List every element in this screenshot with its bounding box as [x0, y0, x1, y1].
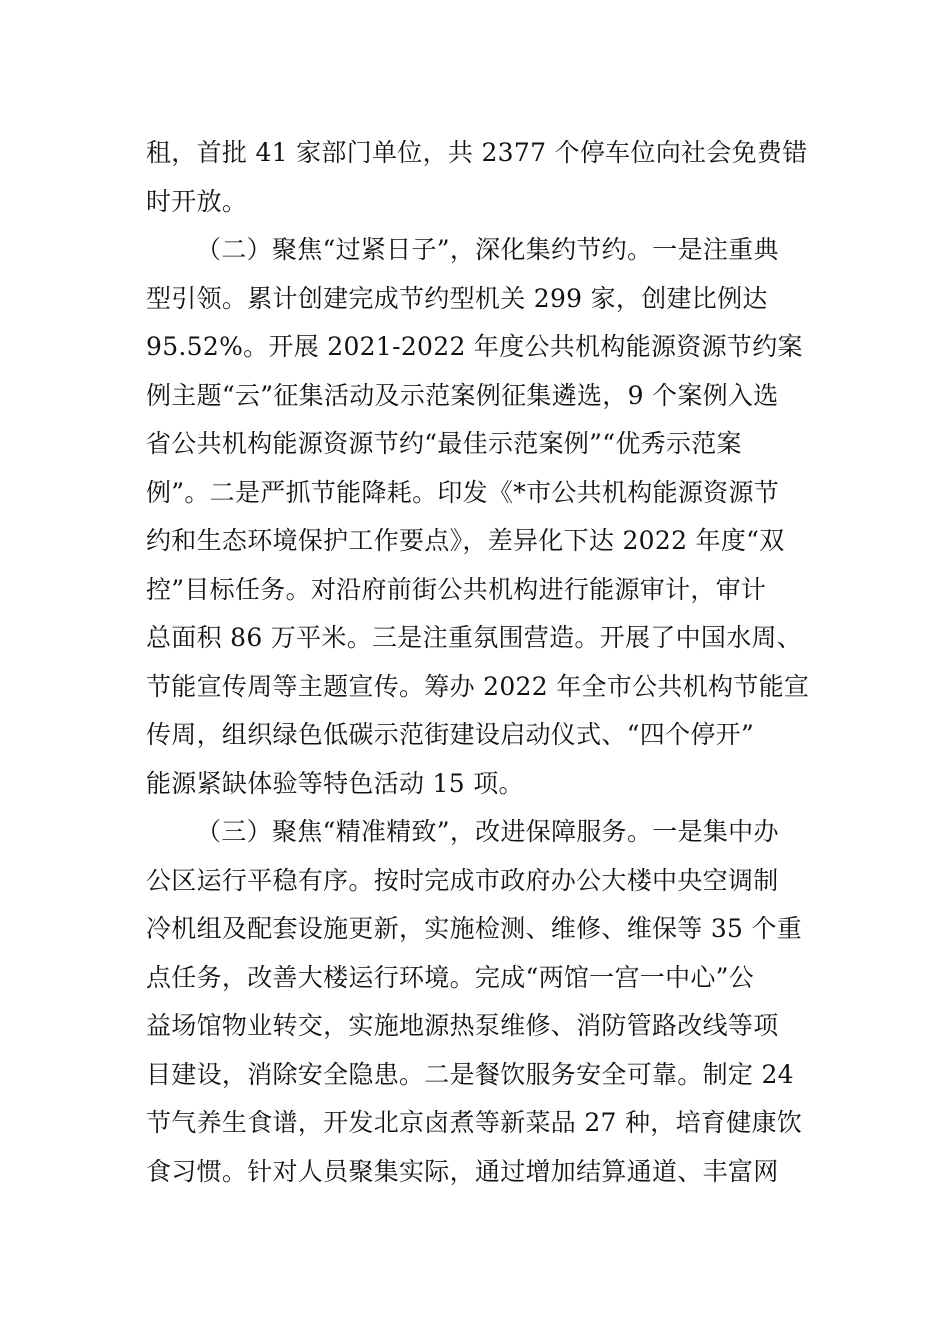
text-line-1: 租，首批 41 家部门单位，共 2377 个停车位向社会免费错 [146, 138, 808, 167]
text-line-18: 点任务，改善大楼运行环境。完成“两馆一宫一中心”公 [146, 962, 755, 992]
text-line-22: 食习惯。针对人员聚集实际，通过增加结算通道、丰富网 [146, 1156, 779, 1186]
section-2-heading-line: （二）聚焦“过紧日子”，深化集约节约。一是注重典 [196, 235, 779, 264]
text-line-5: 95.52%。开展 2021-2022 年度公共机构能源资源节约案 [146, 332, 803, 361]
text-line-20: 目建设，消除安全隐患。二是餐饮服务安全可靠。制定 24 [146, 1059, 794, 1089]
text-line-16: 公区运行平稳有序。按时完成市政府办公大楼中央空调制 [146, 865, 779, 895]
text-line-9: 约和生态环境保护工作要点》，差异化下达 2022 年度“双 [146, 526, 785, 555]
text-line-7: 省公共机构能源资源节约“最佳示范案例”“优秀示范案 [146, 429, 742, 458]
text-line-10: 控”目标任务。对沿府前街公共机构进行能源审计，审计 [146, 574, 767, 604]
text-line-4: 型引领。累计创建完成节约型机关 299 家，创建比例达 [146, 283, 768, 313]
section-3-heading-line: （三）聚焦“精准精致”，改进保障服务。一是集中办 [196, 817, 779, 846]
text-line-11: 总面积 86 万平米。三是注重氛围营造。开展了中国水周、 [146, 623, 803, 652]
text-line-12: 节能宣传周等主题宣传。筹办 2022 年全市公共机构节能宣 [146, 671, 810, 701]
body-text [146, 129, 826, 1196]
text-line-14: 能源紧缺体验等特色活动 15 项。 [146, 768, 524, 798]
text-line-21: 节气养生食谱，开发北京卤煮等新菜品 27 种，培育健康饮 [146, 1108, 803, 1137]
text-line-13: 传周，组织绿色低碳示范街建设启动仪式、“四个停开” [146, 720, 755, 749]
text-line-19: 益场馆物业转交，实施地源热泵维修、消防管路改线等项 [146, 1011, 779, 1040]
text-line-6: 例主题“云”征集活动及示范案例征集遴选，9 个案例入选 [146, 380, 779, 410]
text-line-2: 时开放。 [146, 186, 248, 216]
text-line-17: 冷机组及配套设施更新，实施检测、维修、维保等 35 个重 [146, 914, 803, 943]
text-line-8: 例”。二是严抓节能降耗。印发《*市公共机构能源资源节 [146, 477, 780, 507]
